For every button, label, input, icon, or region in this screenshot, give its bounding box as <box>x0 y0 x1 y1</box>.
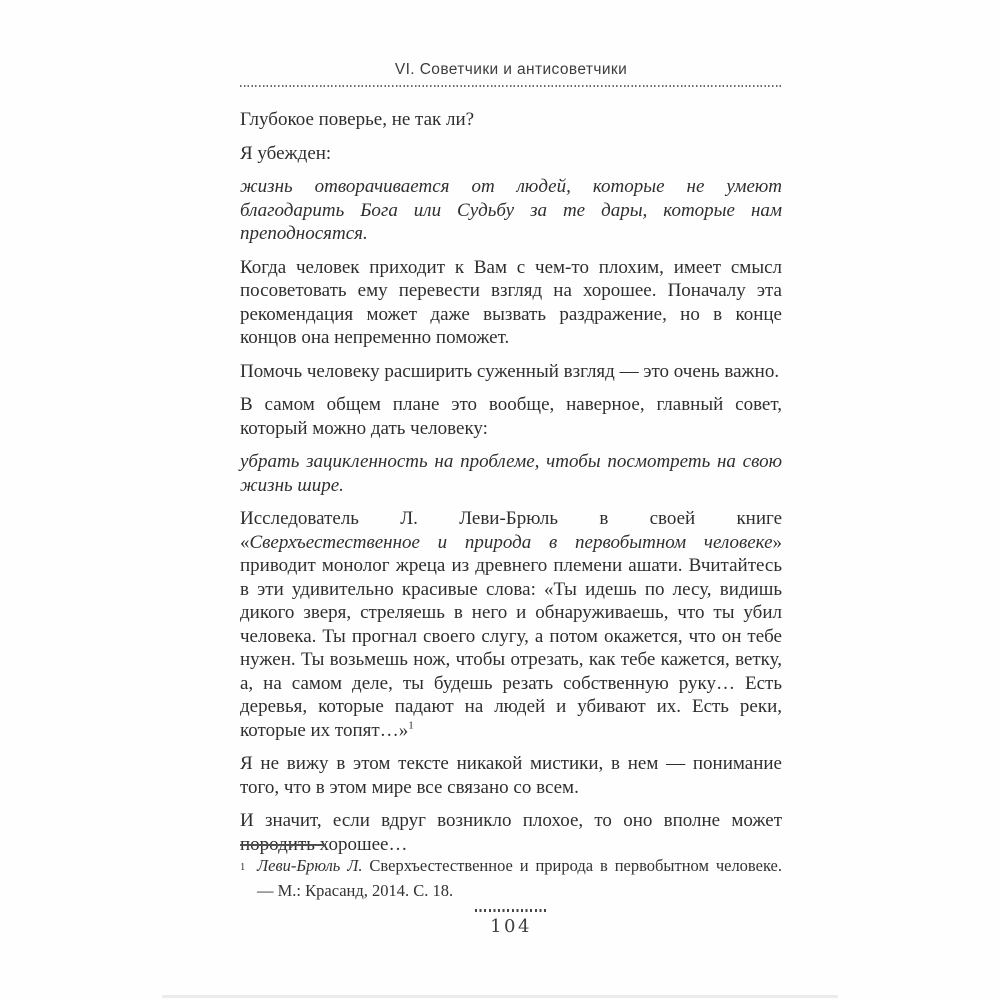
text-run: Исследователь Л. Леви-Брюль в своей книге « <box>240 508 782 553</box>
paragraph <box>240 142 782 166</box>
paragraph <box>240 360 782 384</box>
footnote <box>240 853 782 903</box>
page-number: 104 <box>490 916 532 937</box>
text-run: Я убежден: <box>240 142 332 164</box>
body-text <box>240 108 782 856</box>
paragraph <box>240 108 782 132</box>
paragraph <box>240 752 782 799</box>
page-bottom-edge <box>162 995 838 998</box>
italic-text-run: Сверхъестественное и природа в первобытном человеке <box>249 531 773 553</box>
text-run: И значит, если вдруг возникло плохое, то оно вполне может породить хорошее… <box>240 810 782 855</box>
page-footer <box>240 844 782 937</box>
footnote-reference-text: Сверхъестественное и природа в первобытном человеке. — М.: Красанд, 2014. С. 18. <box>257 856 782 900</box>
footnote-text <box>257 853 782 903</box>
footnote-marker: 1 <box>240 862 246 873</box>
text-run: Я не вижу в этом тексте никакой мистики, в нем — понимание того, что в этом мире все связано со всем. <box>240 753 782 798</box>
paragraph <box>240 393 782 440</box>
paragraph <box>240 175 782 246</box>
chapter-running-title: VI. Советчики и антисоветчики <box>394 61 628 78</box>
footnote-author: Леви-Брюль Л. <box>257 856 363 875</box>
page-header <box>240 0 782 87</box>
paragraph <box>240 256 782 350</box>
italic-text-run: жизнь отворачивается от людей, которые не умеют благодарить Бога или Судьбу за те дары, которые нам преподносятся. <box>240 176 782 244</box>
text-run: Когда человек приходит к Вам с чем-то плохим, имеет смысл посоветовать ему перевести взгляд на хорошее. Поначалу эта рекомендация может даже вызвать раздражение, но в конце концов она непременно поможет. <box>240 256 782 348</box>
footnote-rule <box>240 844 326 846</box>
text-run: Глубокое поверье, не так ли? <box>240 109 475 130</box>
header-dotted-rule <box>240 85 782 87</box>
text-run: » приводит монолог жреца из древнего племени ашати. Вчитайтесь в эти удивительно красивые слова: «Ты идешь по лесу, видишь дикого зверя, стреляешь в него и обнаруживаешь, что ты убил человека. Ты прогнал своего слугу, а потом окажется, что он тебе нужен. Ты возьмешь нож, чтобы отрезать, как тебе кажется, ветку, а, на самом деле, ты будешь резать собственную руку… Есть деревья, которые падают на людей и убивают их. Есть реки, которые их топят…» <box>240 531 782 741</box>
text-run: Помочь человеку расширить суженный взгляд — это очень важно. <box>240 360 780 382</box>
paragraph <box>240 450 782 497</box>
italic-text-run: убрать зацикленность на проблеме, чтобы посмотреть на свою жизнь шире. <box>240 451 782 496</box>
text-run: В самом общем плане это вообще, наверное, главный совет, который можно дать человеку: <box>240 394 782 439</box>
footnote-reference: 1 <box>408 719 414 732</box>
footer-dotted-separator <box>475 909 547 912</box>
paragraph <box>240 507 782 742</box>
